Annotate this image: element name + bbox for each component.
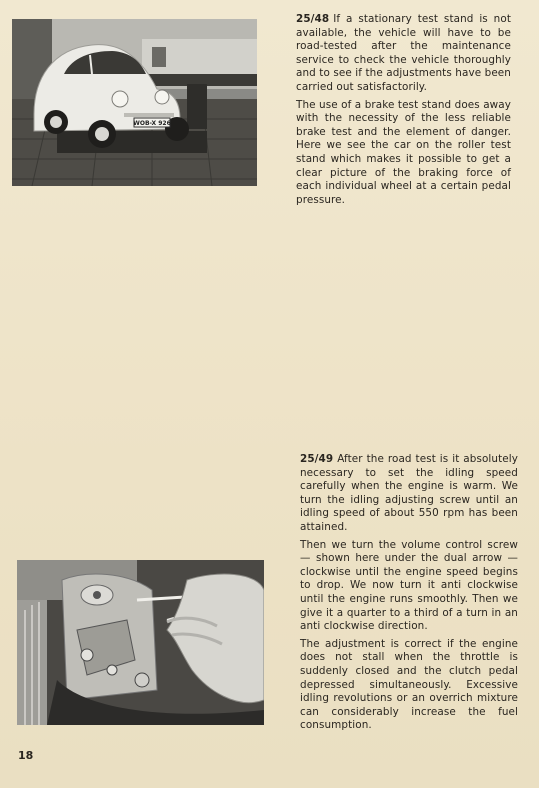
page-number: 18 bbox=[18, 749, 34, 762]
paragraph-text: If a stationary test stand is not available, the vehicle will have to be road-tested after the maintenance service to check the vehicle thoroughly and to see if the adjustments have been carried out satisfactorily. bbox=[296, 13, 511, 93]
paragraph: The use of a brake test stand does away with the necessity of the less reliable brake test and the element of danger. Here we see the car on the roller test stand which makes it possible to get a clear picture of the braking force of each individual wheel at a certain pedal pressure. bbox=[296, 98, 511, 206]
paragraph: Then we turn the volume control screw — shown here under the dual arrow — clockwise until the engine speed begins to drop. We now turn it anti clockwise until the engine runs smoothly. Then we give it a quarter to a third of a turn in an anti clockwise direction. bbox=[300, 538, 518, 633]
car-on-test-stand-photo bbox=[12, 19, 257, 186]
paragraph: The adjustment is correct if the engine does not stall when the throttle is suddenly closed and the clutch pedal depressed simultaneously. Excessive idling revolutions or an overrich mixture can considerably increase the fuel consumption. bbox=[300, 637, 518, 732]
paragraph bbox=[300, 453, 518, 535]
figure-reference: 25/48 bbox=[296, 13, 330, 25]
car-photo-illustration bbox=[12, 19, 257, 186]
section-25-49 bbox=[300, 453, 518, 737]
section-25-48 bbox=[296, 13, 511, 211]
license-plate: WOB-X 926 bbox=[133, 120, 171, 127]
paragraph-text: After the road test is it absolutely necessary to set the idling speed carefully when the engine is warm. We turn the idling adjusting screw until an idling speed of about 550 rpm has been attained. bbox=[300, 453, 518, 533]
carburetor-photo-illustration bbox=[17, 560, 264, 725]
carburetor-adjustment-photo bbox=[17, 560, 264, 725]
paragraph bbox=[296, 13, 511, 95]
figure-reference: 25/49 bbox=[300, 453, 334, 465]
